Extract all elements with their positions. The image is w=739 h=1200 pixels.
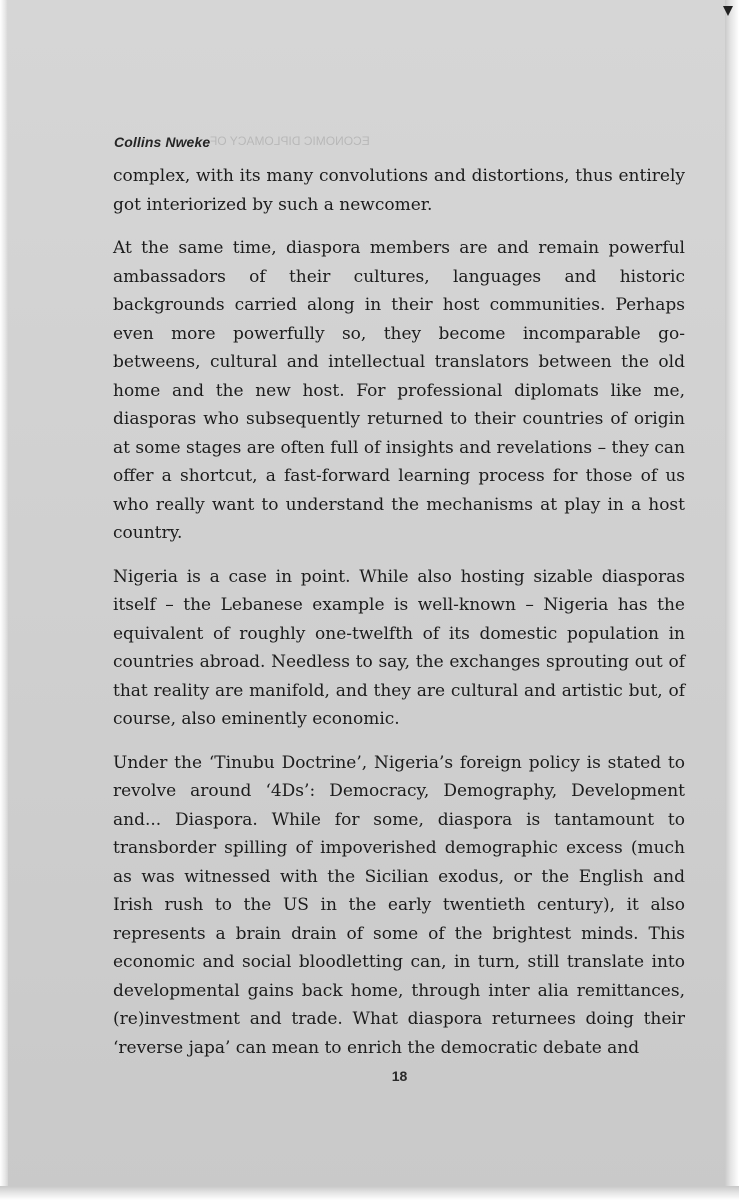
page-number: 18 [391, 1068, 408, 1084]
paragraph-1: complex, with its many convolutions and distortions, thus entirely got interiorized by such a newcomer. [113, 166, 685, 215]
body-text [113, 162, 685, 1077]
page-edge-left [0, 0, 8, 1200]
paragraph-2: At the same time, diaspora members are and remain powerful ambassadors of their cultures, languages and historic backgrounds carried along in their host communities. Perhaps even more powerfully so, they become incomparable go-betweens, cultural and intellectual translators between the old home and the new host. For professional diplomats like me, diasporas who subsequently returned to their countries of origin at some stages are often full of insights and revelations – they can offer a shortcut, a fast-forward learning process for those of us who really want to understand the mechanisms at play in a host country. [113, 238, 685, 543]
paragraph-3: Nigeria is a case in point. While also hosting sizable diasporas itself – the Lebanese example is well-known – Nigeria has the equivalent of roughly one-twelfth of its domestic population in countries abroad. Needless to say, the exchanges sprouting out of that reality are manifold, and they are cultural and artistic but, of course, also eminently economic. [113, 566, 685, 729]
corner-marker-icon [723, 6, 733, 16]
page-edge-right [725, 0, 739, 1200]
paragraph-4: Under the ‘Tinubu Doctrine’, Nigeria’s foreign policy is stated to revolve around ‘4Ds’: Democracy, Demography, Development and... Diaspora. While for some, diaspora is tantamount to transborder spilling of impoverished demographic excess (much as was witnessed with the Sicilian exodus, or the English and Irish rush to the US in the early twentieth century), it also represents a brain drain of some of the brightest minds. This economic and social bloodletting can, in turn, still translate into developmental gains back home, through inter alia remittances, (re)investment and trade. What diaspora returnees doing their ‘reverse japa’ can mean to enrich the democratic debate and [113, 752, 685, 1058]
bleed-through-text: ECONOMIC DIPLOMACY OF [210, 134, 370, 148]
page-edge-bottom [0, 1186, 739, 1200]
running-head-author: Collins Nweke [114, 134, 211, 150]
